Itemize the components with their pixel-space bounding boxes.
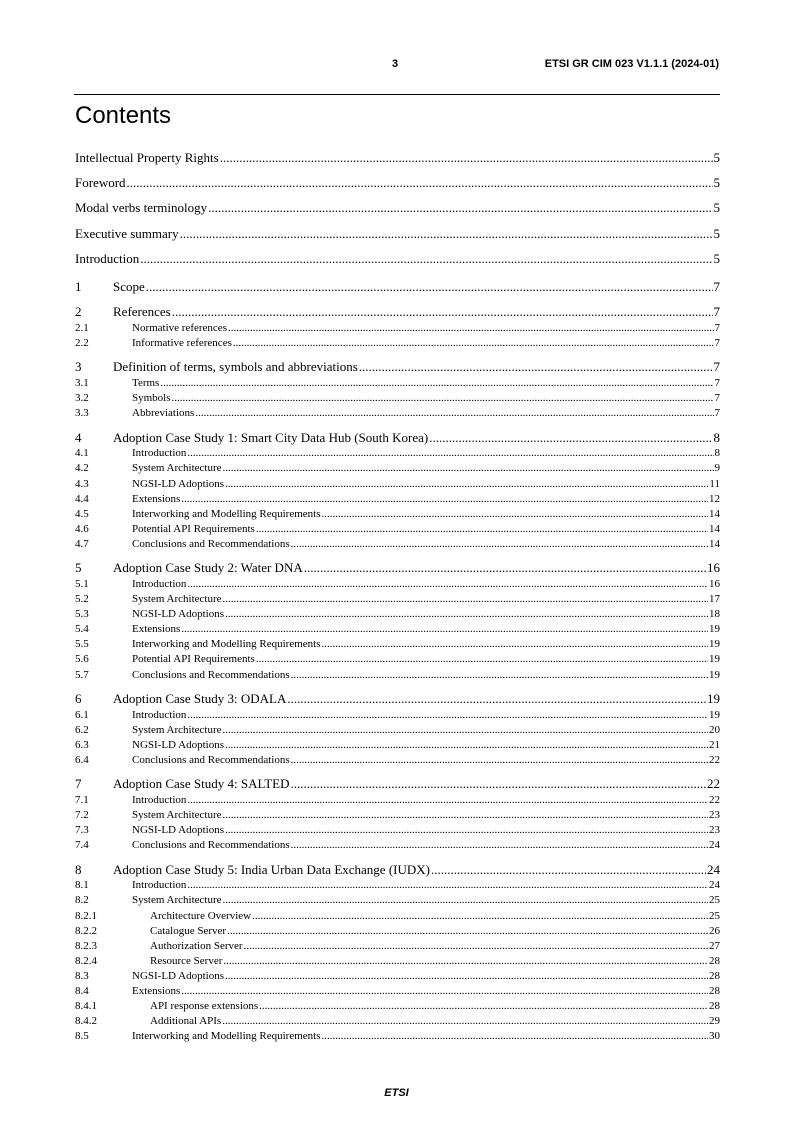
toc-entry-page: 5 — [713, 225, 720, 241]
toc-entry-page: 7 — [713, 304, 720, 320]
toc-entry[interactable] — [75, 984, 720, 999]
toc-entry[interactable] — [75, 862, 720, 879]
toc-entry-title: Introduction — [132, 447, 187, 460]
toc-entry[interactable] — [75, 878, 720, 893]
dot-leader — [322, 507, 709, 522]
toc-entry-page: 23 — [709, 809, 720, 822]
toc-entry-page: 25 — [709, 909, 720, 922]
toc-entry-number: 8.1 — [75, 879, 89, 892]
toc-entry-title: Conclusions and Recommendations — [132, 839, 290, 852]
dot-leader — [322, 1029, 709, 1044]
toc-entry-page: 5 — [713, 150, 720, 165]
dot-leader — [225, 607, 708, 622]
toc-entry[interactable] — [75, 969, 720, 984]
header-rule — [74, 94, 720, 95]
toc-entry[interactable] — [75, 723, 720, 738]
toc-entry-number: 6.2 — [75, 723, 89, 736]
toc-entry-page: 24 — [707, 861, 720, 877]
toc-entry-page: 7 — [714, 337, 720, 349]
toc-entry[interactable] — [75, 954, 720, 969]
toc-entry-title: Interworking and Modelling Requirements — [132, 1030, 321, 1043]
toc-entry[interactable] — [75, 461, 720, 476]
toc-entry-title: Adoption Case Study 3: ODALA — [113, 691, 287, 707]
toc-entry-title: Adoption Case Study 2: Water DNA — [113, 560, 303, 576]
toc-entry-title: Definition of terms, symbols and abbreviations — [113, 359, 358, 375]
toc-entry-number: 4.5 — [75, 507, 89, 520]
toc-entry[interactable] — [75, 607, 720, 622]
dot-leader — [172, 304, 713, 321]
toc-entry[interactable] — [75, 823, 720, 838]
toc-entry[interactable] — [75, 776, 720, 793]
dot-leader — [259, 999, 708, 1014]
toc-entry-title: System Architecture — [132, 593, 222, 606]
dot-leader — [429, 430, 712, 447]
toc-entry[interactable] — [75, 999, 720, 1014]
dot-leader — [322, 637, 709, 652]
toc-entry[interactable] — [75, 592, 720, 607]
toc-entry-title: Symbols — [132, 392, 171, 405]
toc-entry-number: 5.6 — [75, 653, 89, 666]
toc-entry-page: 7 — [714, 321, 720, 334]
toc-entry-page: 8 — [714, 447, 720, 460]
dot-leader — [223, 723, 708, 738]
toc-entry-title: NGSI-LD Adoptions — [132, 969, 224, 982]
toc-entry-number: 8.2.1 — [75, 909, 97, 922]
dot-leader — [291, 537, 708, 552]
toc-entry-number: 2.1 — [75, 321, 89, 334]
dot-leader — [181, 622, 708, 637]
toc-entry-number: 5.7 — [75, 668, 89, 681]
dot-leader — [225, 738, 708, 753]
toc-entry-page: 11 — [709, 477, 720, 490]
toc-entry-page: 19 — [709, 668, 720, 681]
page-number: 3 — [392, 58, 399, 70]
toc-entry-page: 23 — [709, 824, 720, 837]
toc-entry[interactable] — [75, 304, 720, 321]
dot-leader — [304, 560, 706, 577]
toc-entry-number: 4.2 — [75, 462, 89, 475]
toc-entry[interactable] — [75, 637, 720, 652]
dot-leader — [291, 753, 708, 768]
toc-entry-title: NGSI-LD Adoptions — [132, 608, 224, 621]
toc-entry-title: Intellectual Property Rights — [75, 150, 219, 165]
toc-entry[interactable] — [75, 893, 720, 908]
toc-entry[interactable] — [75, 1029, 720, 1044]
toc-entry-page: 14 — [709, 522, 720, 535]
toc-entry[interactable] — [75, 522, 720, 537]
toc-entry[interactable] — [75, 359, 720, 376]
toc-entry-page: 19 — [707, 691, 720, 707]
page-footer: ETSI — [384, 1087, 409, 1099]
dot-leader — [256, 522, 708, 537]
toc-entry[interactable] — [75, 170, 720, 195]
dot-leader — [187, 577, 708, 592]
dot-leader — [223, 461, 714, 476]
dot-leader — [256, 652, 708, 667]
toc-entry-page: 29 — [709, 1015, 720, 1028]
dot-leader — [223, 808, 708, 823]
dot-leader — [223, 954, 708, 969]
toc-entry-number: 2.2 — [75, 337, 89, 349]
toc-entry-number: 4.1 — [75, 447, 89, 460]
dot-leader — [227, 924, 708, 939]
toc-entry[interactable] — [75, 391, 720, 406]
dot-leader — [187, 878, 708, 893]
toc-entry-number: 3.2 — [75, 392, 89, 405]
toc-entry-title: Interworking and Modelling Requirements — [132, 638, 321, 651]
toc-entry-page: 19 — [709, 653, 720, 666]
toc-entry-title: Interworking and Modelling Requirements — [132, 507, 321, 520]
dot-leader — [291, 838, 708, 853]
toc-entry-page: 28 — [709, 954, 720, 967]
toc-entry-title: Extensions — [132, 623, 181, 636]
toc-entry-number: 7.3 — [75, 824, 89, 837]
dot-leader — [127, 170, 713, 195]
toc-entry[interactable] — [75, 376, 720, 391]
toc-entry-page: 24 — [709, 879, 720, 892]
toc-entry-number: 5.4 — [75, 623, 89, 636]
toc-entry[interactable] — [75, 1014, 720, 1029]
toc-entry-page: 25 — [709, 894, 720, 907]
toc-entry-page: 5 — [713, 200, 720, 216]
toc-entry-page: 14 — [709, 507, 720, 520]
toc-entry-title: Adoption Case Study 4: SALTED — [113, 776, 290, 792]
toc-entry-page: 19 — [709, 623, 720, 636]
dot-leader — [140, 246, 712, 271]
toc-entry-number: 8.4.2 — [75, 1015, 97, 1028]
dot-leader — [225, 477, 708, 492]
toc-entry-number: 7.2 — [75, 809, 89, 822]
toc-entry-number: 7 — [75, 776, 82, 792]
toc-entry-number: 8.2.2 — [75, 924, 97, 937]
toc-entry-number: 3.1 — [75, 377, 89, 390]
toc-entry-page: 16 — [707, 560, 720, 576]
toc-entry[interactable] — [75, 691, 720, 708]
dot-leader — [172, 391, 714, 406]
toc-entry-title: System Architecture — [132, 723, 222, 736]
dot-leader — [181, 492, 708, 507]
toc-entry-title: Introduction — [132, 577, 187, 590]
dot-leader — [222, 1014, 708, 1029]
toc-entry[interactable] — [75, 406, 720, 421]
toc-entry-title: Adoption Case Study 5: India Urban Data Exchange (IUDX) — [113, 861, 430, 877]
dot-leader — [208, 195, 712, 220]
toc-entry-title: Abbreviations — [132, 407, 195, 420]
toc-entry-page: 30 — [709, 1030, 720, 1043]
dot-leader — [291, 668, 708, 683]
toc-entry-number: 4.3 — [75, 477, 89, 490]
toc-entry-number: 8.5 — [75, 1030, 89, 1043]
toc-entry-page: 26 — [709, 924, 720, 937]
toc-entry-number: 8 — [75, 861, 82, 877]
toc-entry-title: Conclusions and Recommendations — [132, 668, 290, 681]
toc-entry-title: Potential API Requirements — [132, 653, 255, 666]
toc-entry[interactable] — [75, 336, 720, 351]
toc-entry-number: 6.1 — [75, 708, 89, 721]
toc-entry-title: Introduction — [132, 708, 187, 721]
toc-entry[interactable] — [75, 622, 720, 637]
toc-entry-page: 19 — [709, 708, 720, 721]
dot-leader — [146, 279, 713, 296]
dot-leader — [225, 969, 708, 984]
toc-entry-page: 17 — [709, 593, 720, 606]
dot-leader — [431, 862, 706, 879]
toc-entry-title: Normative references — [132, 321, 227, 334]
dot-leader — [187, 793, 708, 808]
toc-entry[interactable] — [75, 537, 720, 552]
toc-entry-page: 9 — [714, 462, 720, 475]
toc-entry-page: 28 — [709, 969, 720, 982]
toc-entry-page: 28 — [709, 985, 720, 997]
toc-entry[interactable] — [75, 738, 720, 753]
toc-entry-page: 7 — [714, 392, 720, 405]
dot-leader — [223, 893, 708, 908]
toc-entry[interactable] — [75, 668, 720, 683]
toc-entry-title: Conclusions and Recommendations — [132, 537, 290, 550]
dot-leader — [252, 909, 708, 924]
toc-entry-page: 7 — [713, 279, 720, 295]
toc-entry[interactable] — [75, 753, 720, 768]
dot-leader — [228, 321, 714, 336]
toc-entry[interactable] — [75, 939, 720, 954]
toc-entry[interactable] — [75, 808, 720, 823]
toc-entry-title: Terms — [132, 377, 160, 390]
toc-entry-page: 5 — [713, 250, 720, 266]
toc-entry-title: System Architecture — [132, 462, 222, 475]
toc-entry-page: 28 — [709, 1000, 720, 1013]
toc-entry-title: Scope — [113, 279, 145, 295]
toc-entry[interactable] — [75, 507, 720, 522]
toc-entry-page: 8 — [713, 429, 720, 445]
dot-leader — [220, 145, 713, 170]
toc-entry-title: Introduction — [75, 250, 140, 266]
toc-entry-number: 5.3 — [75, 608, 89, 621]
toc-entry-title: Authorization Server — [150, 939, 243, 952]
toc-entry[interactable] — [75, 321, 720, 336]
toc-entry-number: 3 — [75, 359, 82, 375]
toc-entry-title: Extensions — [132, 492, 181, 505]
toc-entry[interactable] — [75, 924, 720, 939]
toc-entry-number: 6.4 — [75, 753, 89, 766]
toc-entry-page: 16 — [709, 577, 720, 590]
toc-entry[interactable] — [75, 145, 720, 170]
toc-entry-number: 8.2.4 — [75, 954, 97, 967]
toc-entry-title: System Architecture — [132, 809, 222, 822]
toc-entry-title: Architecture Overview — [150, 909, 252, 922]
contents-heading: Contents — [75, 102, 172, 129]
toc-entry-number: 8.2 — [75, 894, 89, 907]
toc-entry-number: 5.2 — [75, 593, 89, 606]
toc-entry-number: 8.4.1 — [75, 1000, 97, 1013]
dot-leader — [225, 823, 708, 838]
toc-entry-title: Foreword — [75, 175, 126, 191]
toc-entry-title: Informative references — [132, 337, 232, 349]
dot-leader — [180, 221, 713, 246]
toc-entry-number: 4.7 — [75, 537, 89, 550]
toc-entry-page: 22 — [709, 753, 720, 766]
table-of-contents — [75, 145, 720, 1044]
dot-leader — [359, 359, 713, 376]
toc-entry[interactable] — [75, 195, 720, 220]
toc-entry-number: 7.1 — [75, 793, 89, 806]
toc-entry-title: Additional APIs — [150, 1015, 222, 1028]
dot-leader — [290, 776, 706, 793]
toc-entry-number: 5.1 — [75, 577, 89, 590]
dot-leader — [187, 708, 708, 723]
toc-entry-number: 1 — [75, 279, 82, 295]
toc-entry-number: 8.4 — [75, 985, 89, 997]
dot-leader — [187, 446, 713, 461]
toc-entry[interactable] — [75, 909, 720, 924]
toc-entry-title: NGSI-LD Adoptions — [132, 477, 224, 490]
toc-entry[interactable] — [75, 246, 720, 271]
toc-entry-page: 7 — [713, 359, 720, 375]
toc-entry-number: 8.3 — [75, 969, 89, 982]
toc-entry-title: References — [113, 304, 171, 320]
toc-entry-number: 7.4 — [75, 839, 89, 852]
document-reference: ETSI GR CIM 023 V1.1.1 (2024-01) — [544, 58, 719, 70]
toc-entry-page: 5 — [713, 175, 720, 191]
toc-entry-page: 18 — [709, 608, 720, 621]
toc-entry-title: Potential API Requirements — [132, 522, 255, 535]
toc-entry-number: 4 — [75, 429, 82, 445]
toc-entry-title: Conclusions and Recommendations — [132, 753, 290, 766]
toc-entry-number: 2 — [75, 304, 82, 320]
toc-entry-number: 5 — [75, 560, 82, 576]
toc-entry-page: 27 — [709, 939, 720, 952]
toc-entry-title: System Architecture — [132, 894, 222, 907]
toc-entry-number: 4.6 — [75, 522, 89, 535]
toc-entry-title: Modal verbs terminology — [75, 200, 208, 216]
toc-entry-number: 8.2.3 — [75, 939, 97, 952]
toc-entry-title: Resource Server — [150, 954, 223, 967]
toc-entry[interactable] — [75, 430, 720, 447]
toc-entry-page: 19 — [709, 638, 720, 651]
toc-entry-page: 22 — [709, 793, 720, 806]
dot-leader — [287, 691, 706, 708]
dot-leader — [244, 939, 708, 954]
toc-entry-page: 20 — [709, 723, 720, 736]
toc-entry-title: Adoption Case Study 1: Smart City Data Hub (South Korea) — [113, 429, 429, 445]
toc-entry-title: NGSI-LD Adoptions — [132, 824, 224, 837]
toc-entry[interactable] — [75, 477, 720, 492]
toc-entry-title: Catalogue Server — [150, 924, 227, 937]
toc-entry[interactable] — [75, 560, 720, 577]
toc-entry[interactable] — [75, 446, 720, 461]
toc-entry-title: Executive summary — [75, 225, 179, 241]
toc-entry-title: API response extensions — [150, 1000, 259, 1013]
dot-leader — [233, 336, 714, 351]
toc-entry-page: 7 — [714, 407, 720, 420]
toc-entry-page: 22 — [707, 776, 720, 792]
toc-entry-page: 7 — [714, 377, 720, 390]
toc-entry[interactable] — [75, 221, 720, 246]
dot-leader — [195, 406, 713, 421]
toc-entry[interactable] — [75, 652, 720, 667]
toc-entry[interactable] — [75, 838, 720, 853]
toc-entry-number: 3.3 — [75, 407, 89, 420]
toc-entry-page: 14 — [709, 537, 720, 550]
toc-entry[interactable] — [75, 492, 720, 507]
toc-entry-number: 4.4 — [75, 492, 89, 505]
dot-leader — [223, 592, 708, 607]
toc-entry-title: NGSI-LD Adoptions — [132, 738, 224, 751]
toc-entry-page: 21 — [709, 738, 720, 751]
toc-entry[interactable] — [75, 793, 720, 808]
toc-entry-title: Introduction — [132, 879, 187, 892]
toc-entry[interactable] — [75, 279, 720, 296]
toc-entry-page: 12 — [709, 492, 720, 505]
toc-entry-page: 24 — [709, 839, 720, 852]
dot-leader — [160, 376, 713, 391]
toc-entry[interactable] — [75, 577, 720, 592]
toc-entry[interactable] — [75, 708, 720, 723]
toc-entry-number: 6 — [75, 691, 82, 707]
toc-entry-title: Extensions — [132, 985, 181, 997]
toc-entry-title: Introduction — [132, 793, 187, 806]
toc-entry-number: 6.3 — [75, 738, 89, 751]
dot-leader — [181, 984, 708, 999]
toc-entry-number: 5.5 — [75, 638, 89, 651]
